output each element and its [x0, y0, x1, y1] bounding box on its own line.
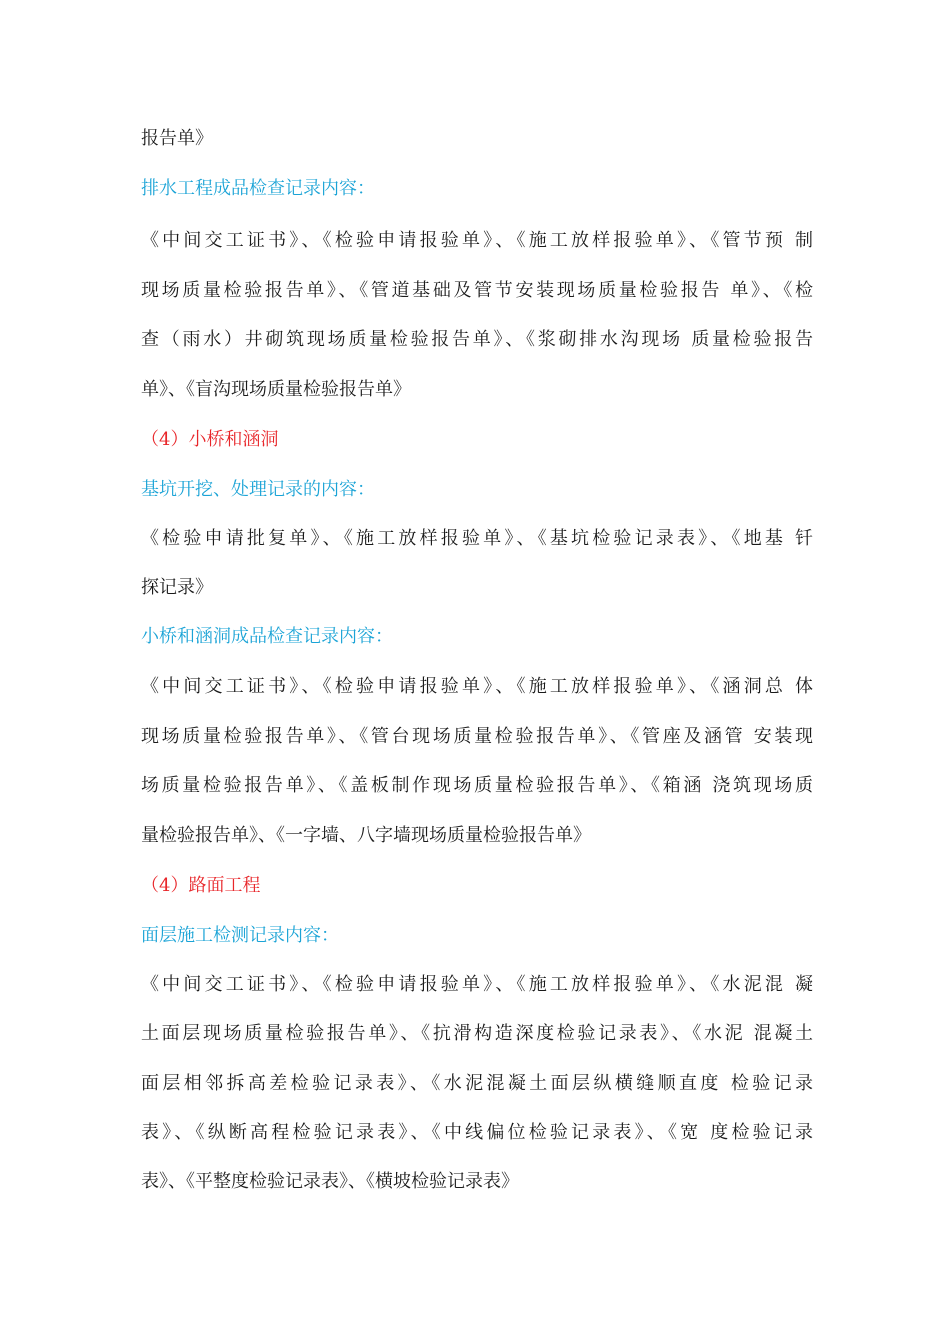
body-line: 单》、《盲沟现场质量检验报告单》: [141, 379, 411, 400]
body-line: 土面层现场质量检验报告单》、《抗滑构造深度检验记录表》、《水泥 混凝土: [141, 1023, 813, 1044]
body-line: 表》、《纵断高程检验记录表》、《中线偏位检验记录表》、《宽 度检验记录: [141, 1122, 813, 1143]
section-subheading: 排水工程成品检查记录内容：: [141, 178, 375, 199]
body-line: 现场质量检验报告单》、《管台现场质量检验报告单》、《管座及涵管 安装现: [141, 726, 813, 747]
body-line: 探记录》: [141, 577, 213, 598]
section-heading: （4）小桥和涵洞: [141, 429, 279, 450]
section-subheading: 面层施工检测记录内容：: [141, 925, 339, 946]
body-line: 《中间交工证书》、《检验申请报验单》、《施工放样报验单》、《水泥混 凝: [141, 974, 813, 995]
body-line: 现场质量检验报告单》、《管道基础及管节安装现场质量检验报告 单》、《检: [141, 280, 813, 301]
body-line: 《中间交工证书》、《检验申请报验单》、《施工放样报验单》、《管节预 制: [141, 230, 813, 251]
body-line: 量检验报告单》、《一字墙、八字墙现场质量检验报告单》: [141, 825, 591, 846]
section-heading: （4）路面工程: [141, 875, 261, 896]
body-line: 场质量检验报告单》、《盖板制作现场质量检验报告单》、《箱涵 浇筑现场质: [141, 775, 813, 796]
body-line: 查（雨水）井砌筑现场质量检验报告单》、《浆砌排水沟现场 质量检验报告: [141, 329, 813, 350]
body-line: 面层相邻拆高差检验记录表》、《水泥混凝土面层纵横缝顺直度 检验记录: [141, 1073, 813, 1094]
body-line: 《检验申请批复单》、《施工放样报验单》、《基坑检验记录表》、《地基 钎: [141, 528, 813, 549]
section-subheading: 基坑开挖、处理记录的内容：: [141, 479, 375, 500]
body-line: 《中间交工证书》、《检验申请报验单》、《施工放样报验单》、《涵洞总 体: [141, 676, 813, 697]
section-subheading: 小桥和涵洞成品检查记录内容：: [141, 626, 393, 647]
body-line: 表》、《平整度检验记录表》、《横坡检验记录表》: [141, 1171, 519, 1192]
body-line: 报告单》: [141, 128, 213, 149]
